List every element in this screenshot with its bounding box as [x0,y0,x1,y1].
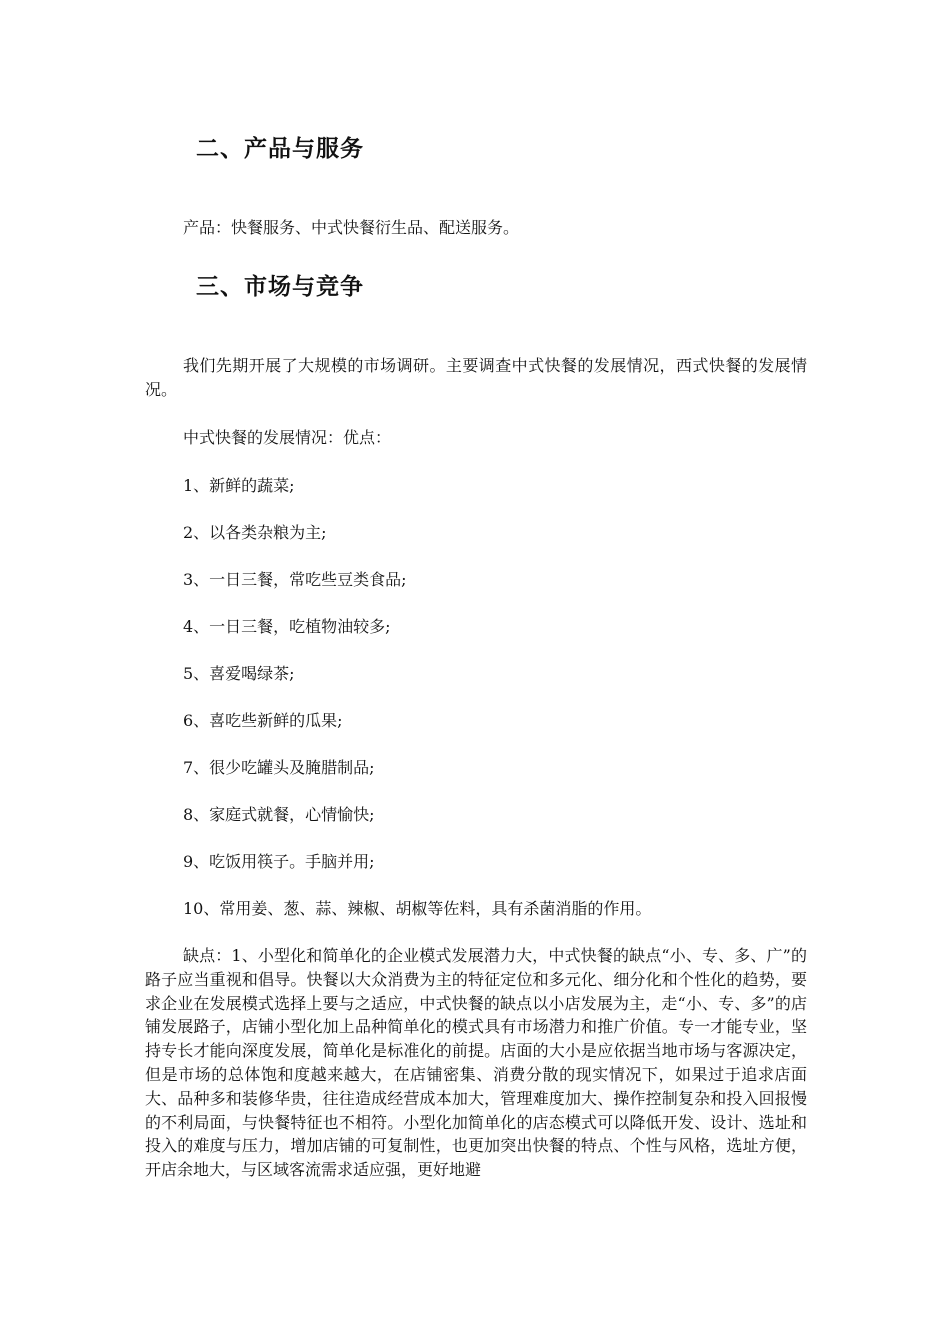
advantage-item: 7、很少吃罐头及腌腊制品; [183,758,375,777]
section-heading-market-competition: 三、市场与竞争 [196,274,364,300]
advantage-item: 9、吃饭用筷子。手脑并用; [183,852,375,871]
disadvantages-paragraph: 缺点：1、小型化和简单化的企业模式发展潜力大，中式快餐的缺点“小、专、多、广”的路子应当重视和倡导。快餐以大众消费为主的特征定位和多元化、细分化和个性化的趋势，要求企业在发展模式选择上要与之适应，中式快餐的缺点以小店发展为主，走“小、专、多”的店铺发展路子，店铺小型化加上品种简单化的模式具有市场潜力和推广价值。专一才能专业，坚持专长才能向深度发展，简单化是标准化的前提。店面的大小是应依据当地市场与客源决定，但是市场的总体饱和度越来越大，在店铺密集、消费分散的现实情况下，如果过于追求店面大、品种多和装修华贵，往往造成经营成本加大，管理难度加大、操作控制复杂和投入回报慢的不利局面，与快餐特征也不相符。小型化加简单化的店态模式可以降低开发、设计、选址和投入的难度与压力，增加店铺的可复制性，也更加突出快餐的特点、个性与风格，选址方便，开店余地大，与区域客流需求适应强，更好地避 [145,946,807,1180]
advantage-item: 4、一日三餐，吃植物油较多; [183,617,391,636]
advantage-item: 6、喜吃些新鲜的瓜果; [183,711,343,730]
advantage-item: 1、新鲜的蔬菜; [183,476,295,495]
advantage-item: 3、一日三餐，常吃些豆类食品; [183,570,407,589]
advantages-title: 中式快餐的发展情况：优点： [183,428,392,447]
advantage-item: 5、喜爱喝绿茶; [183,664,295,683]
section-heading-products-services: 二、产品与服务 [196,136,364,162]
advantage-item: 10、常用姜、葱、蒜、辣椒、胡椒等佐料，具有杀菌消脂的作用。 [183,899,652,918]
advantage-item: 2、以各类杂粮为主; [183,523,327,542]
products-line: 产品：快餐服务、中式快餐衍生品、配送服务。 [183,218,520,237]
market-research-intro: 我们先期开展了大规模的市场调研。主要调查中式快餐的发展情况，西式快餐的发展情况。 [145,356,807,399]
advantage-item: 8、家庭式就餐，心情愉快; [183,805,375,824]
